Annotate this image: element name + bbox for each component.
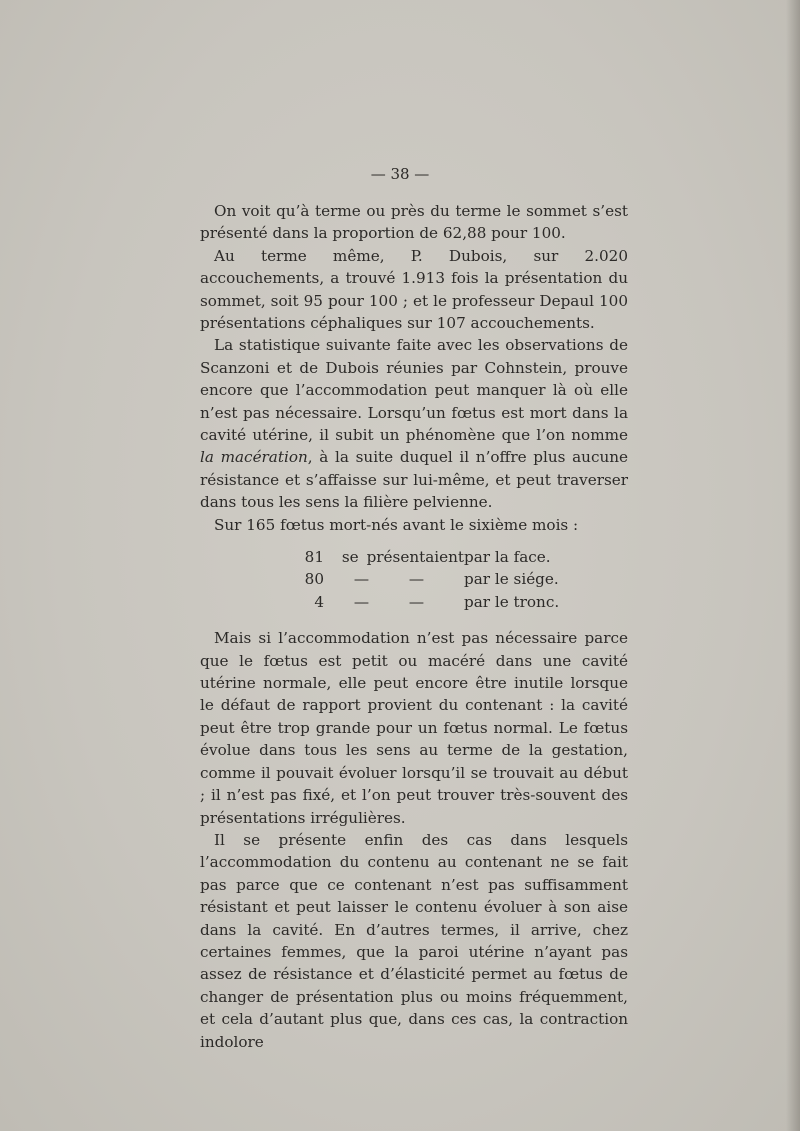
stat-dash: — xyxy=(353,592,370,611)
stat-dash: — xyxy=(408,570,425,589)
stat-dash: — xyxy=(353,570,370,589)
body-text xyxy=(200,200,628,1053)
stat-location: par la face. xyxy=(464,548,551,567)
statistics-row xyxy=(300,546,628,568)
statistics-row xyxy=(300,591,628,613)
stat-verb-word: se xyxy=(341,548,359,567)
stat-dash: — xyxy=(408,592,425,611)
stat-verb-word2: présentaient xyxy=(366,548,464,567)
italic-term: la macération xyxy=(200,448,308,467)
paragraph-6: Il se présente enfin des cas dans lesquels l’accommodation du contenu au contenant ne se fait pas parce que ce contenant n’est pas suffisamment résistant et peut laisser le contenu évoluer à son aise dans la cavité. En d’autres termes, il arrive, chez certaines femmes, que la paroi utérine n’ayant pas assez de résistance et d’élasticité permet au fœtus de changer de présentation plus ou moins fréquemment, et cela d’autant plus que, dans ces cas, la contraction indolore xyxy=(200,830,628,1051)
paragraph-3-start: La statistique suivante faite avec les observations de Scanzoni et de Dubois réunies par Cohnstein, prouve encore que l’accommodation peut manquer là où elle n’est pas nécessaire. Lorsqu’un fœtus est mort dans la cavité utérine, il subit un phénomène que l’on nomme xyxy=(200,336,628,445)
stat-verb xyxy=(334,568,464,590)
stat-verb xyxy=(334,591,464,613)
stat-location: par le siége. xyxy=(464,570,559,589)
stat-count: 81 xyxy=(304,548,324,567)
paragraph-3 xyxy=(200,334,628,513)
stat-count: 80 xyxy=(304,570,324,589)
stat-verb xyxy=(334,546,464,568)
page-edge-shadow xyxy=(786,0,800,1131)
statistics-row xyxy=(300,568,628,590)
stat-location: par le tronc. xyxy=(464,592,560,611)
statistics-list xyxy=(200,546,628,613)
paragraph-3-end: , à la suite duquel il n’offre plus aucune résistance et s’affaisse sur lui-même, et peut traverser dans tous les sens la filière pelvienne. xyxy=(200,448,628,512)
paragraph-2: Au terme même, P. Dubois, sur 2.020 accouchements, a trouvé 1.913 fois la présentation du sommet, soit 95 pour 100 ; et le professeur Depaul 100 présentations céphaliques sur 107 accouchements. xyxy=(200,246,628,333)
paragraph-1: On voit qu’à terme ou près du terme le sommet s’est présenté dans la proportion de 62,88 pour 100. xyxy=(200,202,628,243)
paragraph-4: Sur 165 fœtus mort-nés avant le sixième mois : xyxy=(214,515,579,534)
stat-count: 4 xyxy=(314,592,324,611)
paragraph-5: Mais si l’accommodation n’est pas nécessaire parce que le fœtus est petit ou macéré dans une cavité utérine normale, elle peut encore être inutile lorsque le défaut de rapport provient du contenant : la cavité peut être trop grande pour un fœtus normal. Le fœtus évolue dans tous les sens au terme de la gestation, comme il pouvait évoluer lorsqu’il se trouvait au début ; il n’est pas fixé, et l’on peut trouver très-souvent des présentations irrégulières. xyxy=(200,629,628,827)
page-number: — 38 — xyxy=(370,165,430,183)
